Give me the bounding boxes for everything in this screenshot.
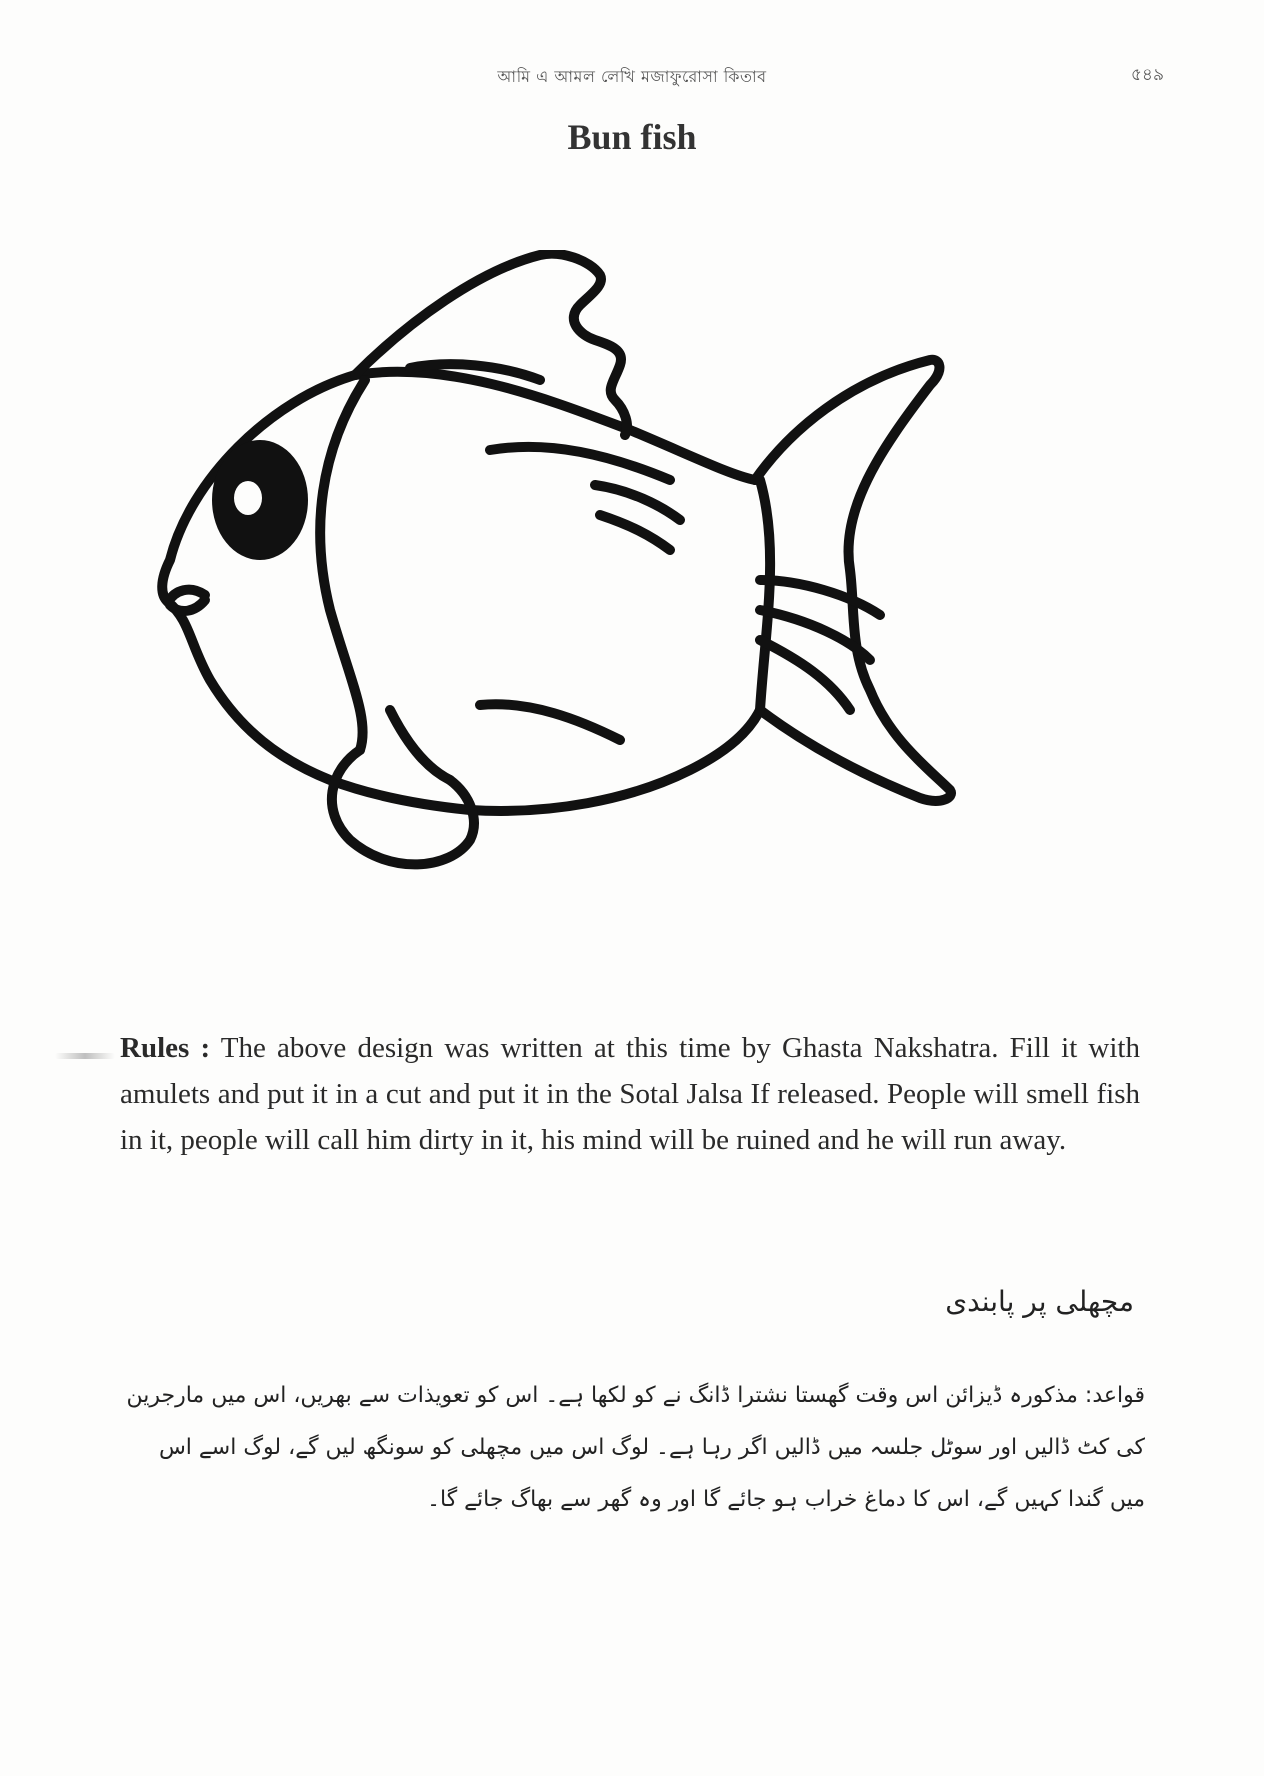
fish-belly-line — [480, 704, 620, 740]
fish-dorsal-fin — [355, 254, 627, 435]
fish-eye-inner — [234, 481, 262, 515]
fish-gill — [320, 380, 365, 750]
rules-paragraph — [120, 1025, 1140, 1163]
scan-artifact — [55, 1053, 115, 1059]
page-number: ৫৪৯ — [1130, 65, 1164, 85]
urdu-paragraph: قواعد: مذکورہ ڈیزائن اس وقت گھستا نشترا ڈانگ نے کو لکھا ہے۔ اس کو تعویذات سے بھریں، اس میں مارجرین کی کٹ ڈالیں اور سوٹل جلسہ میں ڈالیں اگر رہا ہے۔ لوگ اس میں مچھلی کو سونگھ لیں گے، لوگ اسے اس میں گندا کہیں گے، اس کا دماغ خراب ہو جائے گا اور وہ گھر سے بھاگ جائے گا۔ — [126, 1383, 1145, 1512]
fish-back-outline — [355, 372, 755, 480]
rules-text: The above design was written at this time by Ghasta Nakshatra. Fill it with amulets and put it in a cut and put it in the Sotal Jalsa If released. People will smell fish in it, people will call him dirty in it, his mind will be ruined and he will run away. — [120, 1032, 1140, 1156]
urdu-heading: مچھلی پر پابندی — [945, 1285, 1134, 1318]
page-title: Bun fish — [567, 117, 697, 157]
fish-body-outline — [162, 375, 760, 811]
running-head: আমি এ আমল লেখি মজাফুরোসা কিতাব — [497, 67, 767, 86]
fish-illustration — [150, 250, 1080, 950]
rules-label: Rules : — [120, 1032, 211, 1064]
